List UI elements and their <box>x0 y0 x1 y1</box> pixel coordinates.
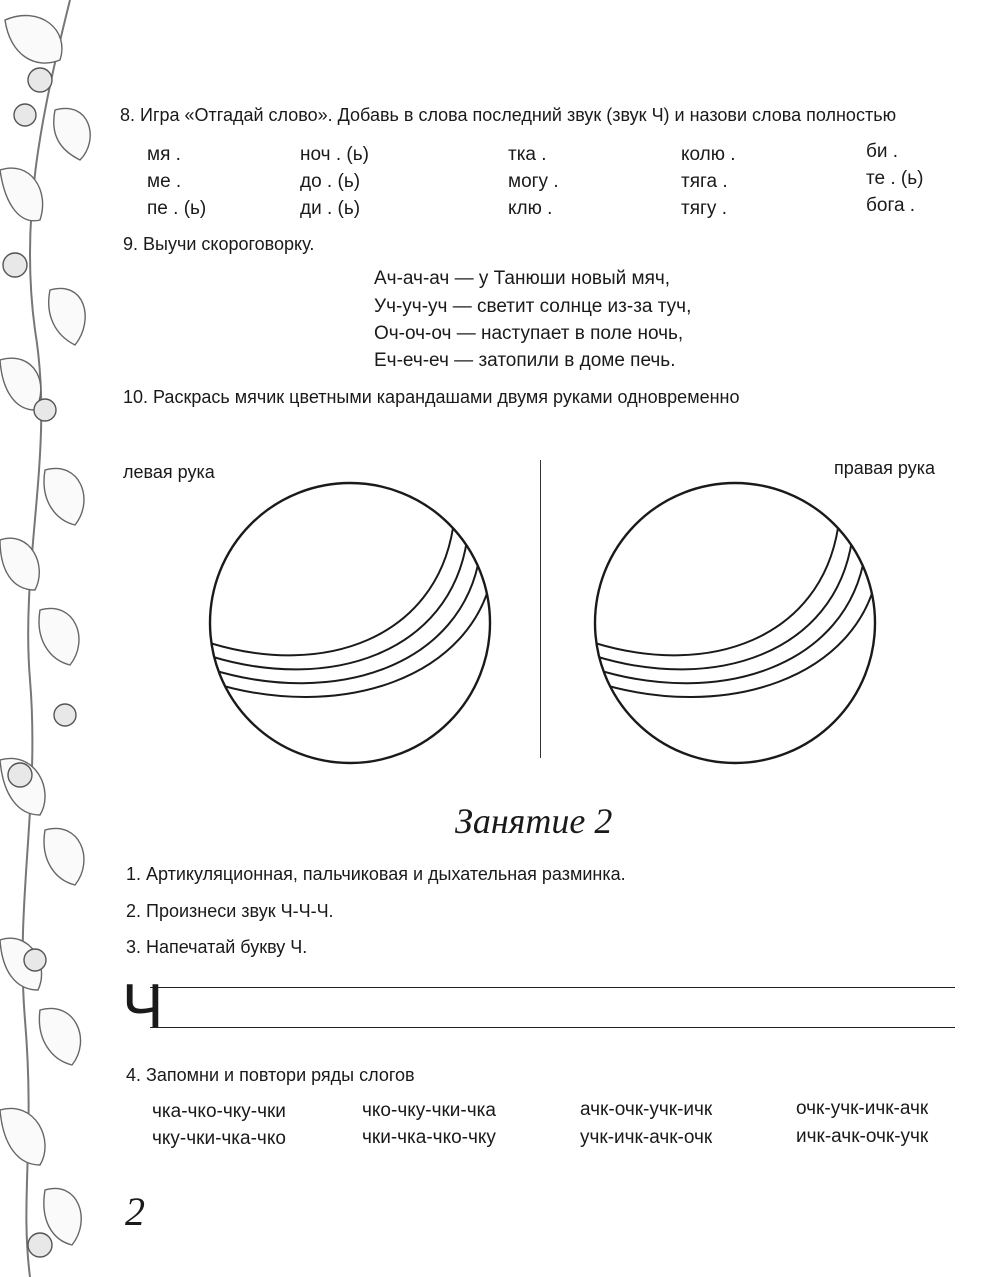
syllable-row: чка-чко-чку-чки <box>152 1101 286 1122</box>
left-ball-drawing[interactable] <box>205 478 495 768</box>
letter-sample: Ч <box>122 972 164 1041</box>
syllable-row: чку-чки-чка-чко <box>152 1128 286 1149</box>
word-cell: ди . (ь) <box>300 198 361 219</box>
lesson-item: 1. Артикуляционная, пальчиковая и дыхательная разминка. <box>126 864 626 884</box>
left-hand-label: левая рука <box>123 462 215 482</box>
twister-line: Уч-уч-уч — светит солнце из-за туч, <box>374 296 692 317</box>
exercise-10-title: 10. Раскрась мячик цветными карандашами двумя руками одновременно <box>123 387 740 407</box>
leaf-border-ornament <box>0 0 100 1277</box>
syllable-row: учк-ичк-ачк-очк <box>580 1127 713 1148</box>
word-cell: тка . <box>508 144 547 165</box>
word-cell: бога . <box>866 195 916 216</box>
word-cell: колю . <box>681 144 736 165</box>
word-cell: тяга . <box>681 171 728 192</box>
twister-line: Ач-ач-ач — у Танюши новый мяч, <box>374 268 671 289</box>
twister-line: Еч-еч-еч — затопили в доме печь. <box>374 350 676 371</box>
right-hand-label: правая рука <box>834 458 935 478</box>
right-ball-drawing[interactable] <box>590 478 880 768</box>
word-cell: до . (ь) <box>300 171 361 192</box>
syllable-row: ичк-ачк-очк-учк <box>796 1126 929 1147</box>
syllable-row: чко-чку-чки-чка <box>362 1100 496 1121</box>
page-number: 2 <box>125 1189 145 1234</box>
word-cell: те . (ь) <box>866 168 924 189</box>
word-cell: би . <box>866 141 899 162</box>
syllable-row: чки-чка-чко-чку <box>362 1127 496 1148</box>
word-cell: мя . <box>147 144 181 165</box>
syllable-row: очк-учк-ичк-ачк <box>796 1098 929 1119</box>
exercise-8-title: 8. Игра «Отгадай слово». Добавь в слова последний звук (звук Ч) и назови слова полностью <box>120 105 897 125</box>
writing-line-top <box>150 987 955 988</box>
word-cell: ме . <box>147 171 182 192</box>
word-cell: пе . (ь) <box>147 198 207 219</box>
exercise-9-title: 9. Выучи скороговорку. <box>123 234 315 254</box>
word-cell: ноч . (ь) <box>300 144 369 165</box>
lesson-title: Занятие 2 <box>455 801 613 841</box>
lesson-item: 3. Напечатай букву Ч. <box>126 937 308 957</box>
word-cell: могу . <box>508 171 559 192</box>
word-cell: клю . <box>508 198 553 219</box>
exercise-4-title: 4. Запомни и повтори ряды слогов <box>126 1065 415 1085</box>
twister-line: Оч-оч-оч — наступает в поле ночь, <box>374 323 684 344</box>
writing-line-bottom <box>150 1027 955 1028</box>
lesson-item: 2. Произнеси звук Ч-Ч-Ч. <box>126 901 334 921</box>
syllable-row: ачк-очк-учк-ичк <box>580 1099 713 1120</box>
divider-line <box>540 460 541 758</box>
word-cell: тягу . <box>681 198 727 219</box>
